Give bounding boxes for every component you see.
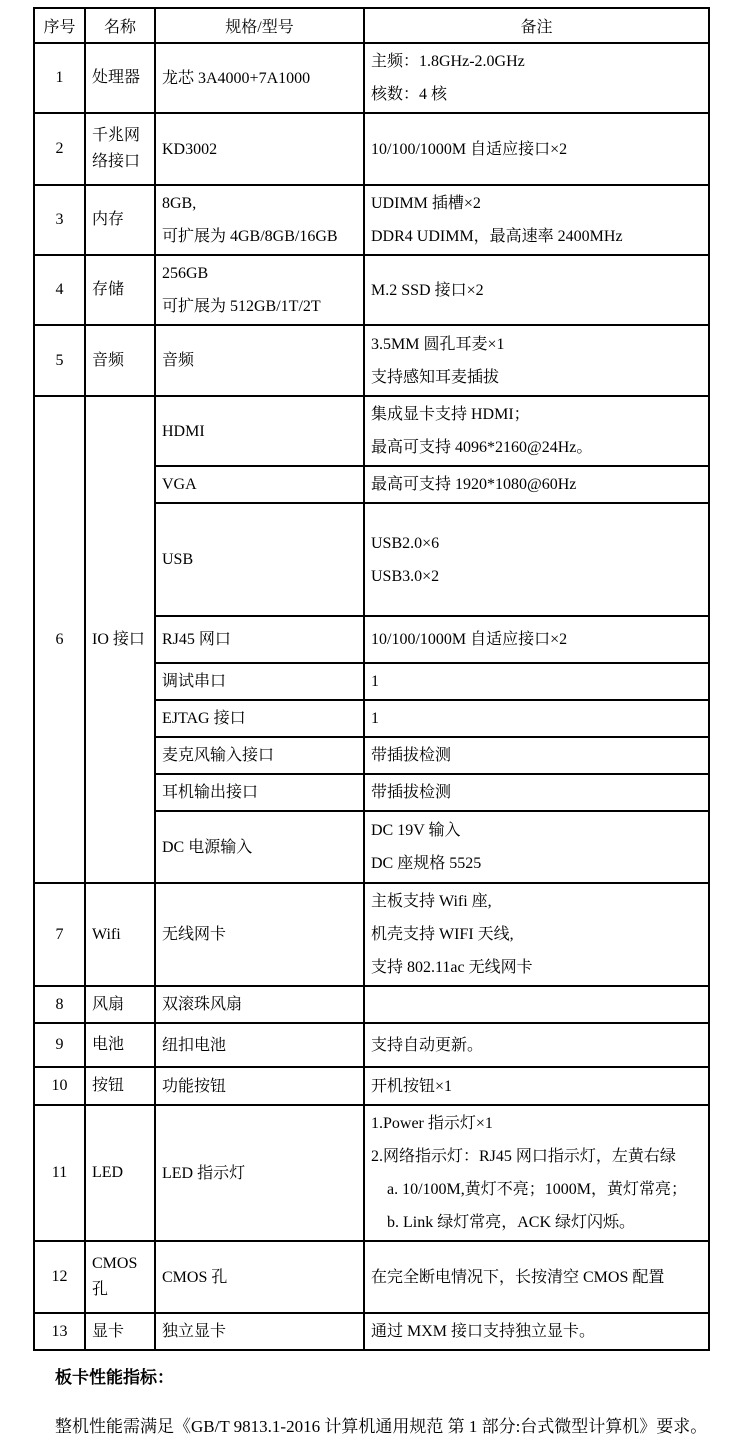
spec-row — [34, 43, 709, 113]
remark-cell — [364, 396, 709, 466]
component-name-cell: 风扇 — [85, 986, 155, 1023]
spec-row — [34, 255, 709, 325]
row-number-cell: 6 — [34, 396, 85, 883]
spec-cell-line: 龙芯 3A4000+7A1000 — [162, 69, 311, 87]
spec-cell — [155, 737, 364, 774]
spec-row — [34, 883, 709, 986]
row-number-cell: 5 — [34, 325, 85, 396]
spec-row — [34, 1023, 709, 1067]
remark-cell-line: 支持感知耳麦插拔 — [371, 368, 500, 386]
footer-section — [55, 1367, 741, 1439]
remark-cell-line: b. Link 绿灯常亮，ACK 绿灯闪烁。 — [371, 1214, 636, 1231]
remark-cell-line: 集成显卡支持 HDMI； — [371, 406, 530, 423]
spec-cell-line: RJ45 网口 — [162, 631, 231, 648]
spec-cell-line: 8GB, — [162, 195, 197, 212]
row-number-cell: 4 — [34, 255, 85, 325]
spec-cell-line: USB — [162, 551, 194, 568]
spec-cell-line: KD3002 — [162, 140, 218, 158]
remark-cell-line: 支持 802.11ac 无线网卡 — [371, 959, 533, 976]
spec-row — [34, 1067, 709, 1105]
remark-cell — [364, 185, 709, 255]
spec-cell-line: 可扩展为 512GB/1T/2T — [162, 298, 321, 315]
spec-cell — [155, 1067, 364, 1105]
spec-cell-line: 纽扣电池 — [162, 1036, 227, 1054]
footer-heading: 板卡性能指标： — [55, 1368, 174, 1387]
remark-cell-line: 支持自动更新。 — [371, 1036, 484, 1054]
row-number-cell: 12 — [34, 1241, 85, 1313]
spec-cell — [155, 774, 364, 811]
spec-cell — [155, 466, 364, 503]
remark-cell — [364, 616, 709, 663]
column-header: 规格/型号 — [155, 8, 364, 43]
component-name-cell: 内存 — [85, 185, 155, 255]
remark-cell-line: 主频：1.8GHz-2.0GHz — [371, 53, 525, 70]
remark-cell — [364, 737, 709, 774]
component-name-cell: 千兆网络接口 — [85, 113, 155, 185]
remark-cell-line: 在完全断电情况下，长按清空 CMOS 配置 — [371, 1268, 665, 1286]
component-name-cell: IO 接口 — [85, 396, 155, 883]
remark-cell-line: UDIMM 插槽×2 — [371, 195, 481, 212]
remark-cell — [364, 1105, 709, 1241]
remark-cell — [364, 986, 709, 1023]
spec-cell-line: EJTAG 接口 — [162, 710, 246, 727]
remark-cell — [364, 774, 709, 811]
remark-cell-line: M.2 SSD 接口×2 — [371, 281, 484, 299]
remark-cell — [364, 113, 709, 185]
component-name-cell: 音频 — [85, 325, 155, 396]
spec-cell — [155, 503, 364, 616]
remark-cell — [364, 1023, 709, 1067]
spec-cell-line: VGA — [162, 476, 197, 493]
remark-cell-line: 开机按钮×1 — [371, 1077, 453, 1095]
spec-cell-line: 功能按钮 — [162, 1077, 227, 1095]
spec-cell-line: 麦克风输入接口 — [162, 747, 275, 764]
remark-cell — [364, 700, 709, 737]
remark-cell-line: 10/100/1000M 自适应接口×2 — [371, 631, 568, 648]
remark-cell — [364, 503, 709, 616]
remark-cell-line: 1 — [371, 673, 379, 690]
spec-cell — [155, 700, 364, 737]
column-header: 备注 — [364, 8, 709, 43]
remark-cell-line: a. 10/100M,黄灯不亮；1000M，黄灯常亮； — [371, 1181, 688, 1198]
spec-cell-line: 独立显卡 — [162, 1323, 227, 1340]
spec-row — [34, 113, 709, 185]
row-number-cell: 7 — [34, 883, 85, 986]
remark-cell-line: 2.网络指示灯：RJ45 网口指示灯，左黄右绿 — [371, 1148, 676, 1165]
remark-cell-line: DC 19V 输入 — [371, 822, 461, 839]
remark-cell — [364, 883, 709, 986]
spec-cell — [155, 811, 364, 883]
footer-body: 整机性能需满足《GB/T 9813.1-2016 计算机通用规范 第 1 部分:台式微型计算机》要求。 — [55, 1417, 708, 1436]
spec-cell-line: 调试串口 — [162, 673, 227, 690]
spec-cell — [155, 1105, 364, 1241]
row-number-cell: 3 — [34, 185, 85, 255]
spec-cell-line: 耳机输出接口 — [162, 784, 259, 801]
spec-cell — [155, 1241, 364, 1313]
spec-cell — [155, 1023, 364, 1067]
remark-cell-line: 机壳支持 WIFI 天线, — [371, 926, 514, 943]
remark-cell — [364, 663, 709, 700]
spec-cell-line: 双滚珠风扇 — [162, 996, 243, 1013]
remark-cell-line: 带插拔检测 — [371, 747, 452, 764]
spec-row — [34, 1313, 709, 1350]
spec-cell — [155, 185, 364, 255]
row-number-cell: 1 — [34, 43, 85, 113]
remark-cell — [364, 255, 709, 325]
spec-row — [34, 1105, 709, 1241]
spec-row — [34, 185, 709, 255]
spec-cell-line: 256GB — [162, 265, 209, 282]
component-name-cell: LED — [85, 1105, 155, 1241]
spec-cell-line: 无线网卡 — [162, 926, 227, 943]
spec-cell — [155, 1313, 364, 1350]
row-number-cell: 13 — [34, 1313, 85, 1350]
table-head — [34, 8, 709, 43]
column-header: 名称 — [85, 8, 155, 43]
spec-cell-line: 音频 — [162, 352, 195, 369]
remark-cell — [364, 43, 709, 113]
remark-cell-line: DDR4 UDIMM，最高速率 2400MHz — [371, 228, 623, 245]
component-name-cell: CMOS 孔 — [85, 1241, 155, 1313]
component-name-cell: 显卡 — [85, 1313, 155, 1350]
remark-cell — [364, 811, 709, 883]
remark-cell-line: 1.Power 指示灯×1 — [371, 1115, 493, 1132]
remark-cell-line: 最高可支持 1920*1080@60Hz — [371, 476, 577, 493]
spec-row — [34, 1241, 709, 1313]
component-name-cell: Wifi — [85, 883, 155, 986]
row-number-cell: 11 — [34, 1105, 85, 1241]
component-name-cell: 存储 — [85, 255, 155, 325]
remark-cell-line: USB2.0×6 — [371, 534, 440, 552]
spec-cell — [155, 325, 364, 396]
spec-cell-line: LED 指示灯 — [162, 1164, 246, 1182]
column-header: 序号 — [34, 8, 85, 43]
header-row — [34, 8, 709, 43]
row-number-cell: 9 — [34, 1023, 85, 1067]
spec-cell-line: DC 电源输入 — [162, 838, 253, 856]
remark-cell — [364, 466, 709, 503]
remark-cell — [364, 1241, 709, 1313]
remark-cell-line: 最高可支持 4096*2160@24Hz。 — [371, 439, 593, 456]
remark-cell — [364, 1313, 709, 1350]
spec-cell — [155, 113, 364, 185]
remark-cell-line: 1 — [371, 710, 379, 727]
remark-cell-line: 3.5MM 圆孔耳麦×1 — [371, 335, 505, 353]
remark-cell-line: 带插拔检测 — [371, 784, 452, 801]
spec-cell — [155, 255, 364, 325]
spec-row — [34, 986, 709, 1023]
spec-cell — [155, 663, 364, 700]
spec-cell-line: HDMI — [162, 422, 205, 440]
spec-subrow — [34, 396, 709, 466]
remark-cell-line: 通过 MXM 接口支持独立显卡。 — [371, 1323, 596, 1340]
remark-cell-line: USB3.0×2 — [371, 567, 440, 585]
remark-cell-line: 核数：4 核 — [371, 86, 448, 103]
remark-cell — [364, 1067, 709, 1105]
row-number-cell: 2 — [34, 113, 85, 185]
component-name-cell: 处理器 — [85, 43, 155, 113]
row-number-cell: 8 — [34, 986, 85, 1023]
remark-cell-line: 主板支持 Wifi 座, — [371, 893, 492, 910]
spec-cell-line: 可扩展为 4GB/8GB/16GB — [162, 228, 338, 245]
spec-table — [33, 7, 710, 1351]
remark-cell-line: 10/100/1000M 自适应接口×2 — [371, 140, 568, 158]
table-body — [34, 43, 709, 1350]
component-name-cell: 电池 — [85, 1023, 155, 1067]
spec-cell — [155, 986, 364, 1023]
spec-cell-line: CMOS 孔 — [162, 1268, 228, 1286]
component-name-cell: 按钮 — [85, 1067, 155, 1105]
spec-cell — [155, 616, 364, 663]
remark-cell — [364, 325, 709, 396]
spec-cell — [155, 43, 364, 113]
spec-cell — [155, 883, 364, 986]
remark-cell-line: DC 座规格 5525 — [371, 855, 482, 872]
spec-cell — [155, 396, 364, 466]
spec-row — [34, 325, 709, 396]
row-number-cell: 10 — [34, 1067, 85, 1105]
